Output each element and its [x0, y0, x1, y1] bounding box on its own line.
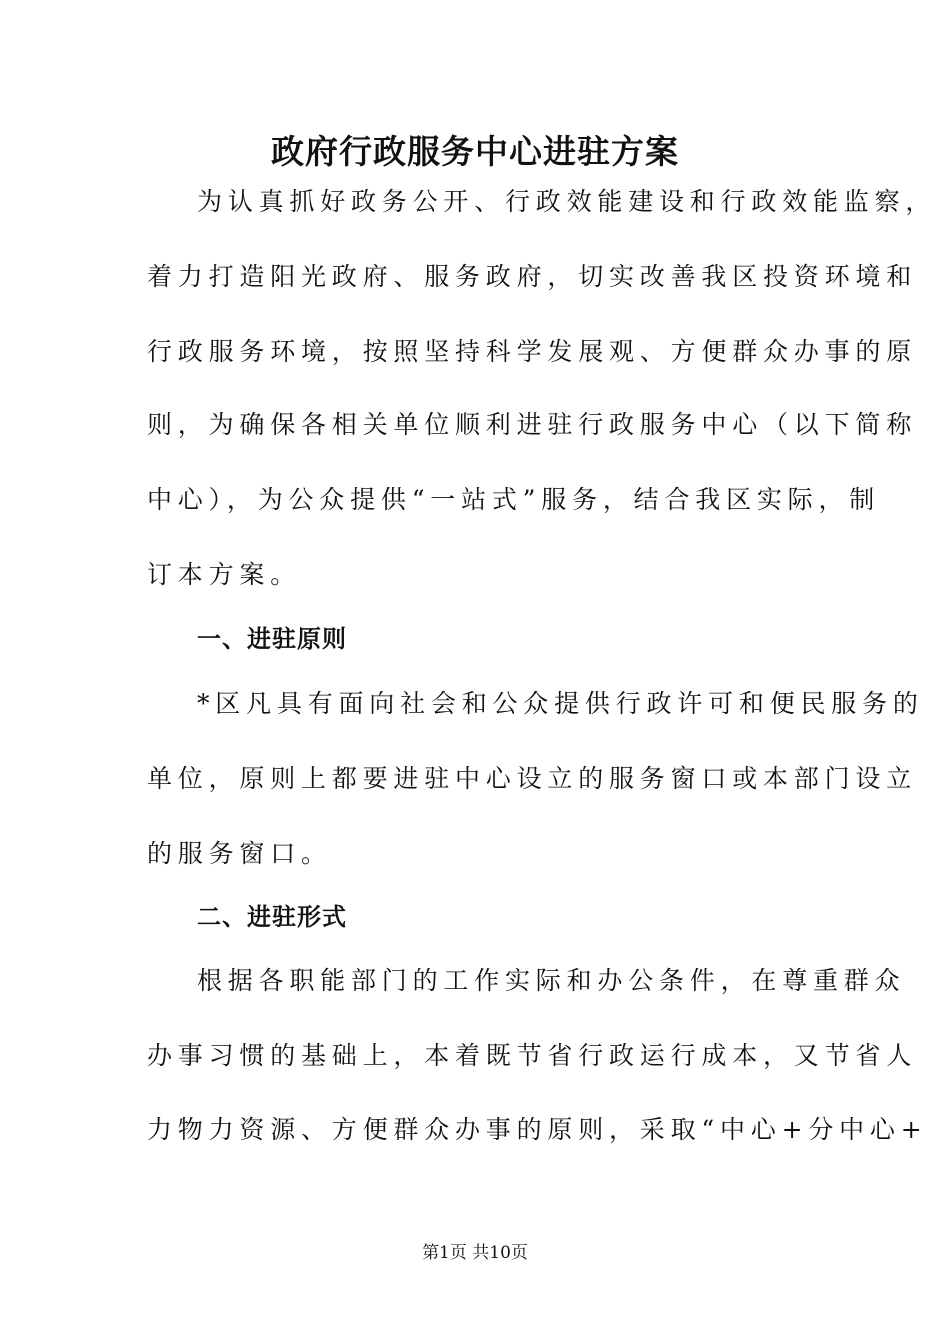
- paragraph-line: 单位，原则上都要进驻中心设立的服务窗口或本部门设立: [147, 764, 918, 793]
- paragraph-line: 中心），为公众提供“一站式”服务，结合我区实际，制: [147, 485, 881, 514]
- paragraph-line: 订本方案。: [147, 560, 302, 589]
- paragraph-line: 办事习惯的基础上，本着既节省行政运行成本，又节省人: [147, 1041, 918, 1070]
- paragraph-line: 的服务窗口。: [147, 839, 332, 868]
- page-footer: 第1页 共10页: [422, 1243, 528, 1263]
- section-heading: 二、进驻形式: [197, 903, 347, 931]
- paragraph-line: 根据各职能部门的工作实际和办公条件，在尊重群众: [197, 966, 906, 995]
- paragraph-line: 行政服务环境，按照坚持科学发展观、方便群众办事的原: [147, 337, 918, 366]
- section-heading: 一、进驻原则: [197, 625, 347, 653]
- paragraph-line: 力物力资源、方便群众办事的原则，采取“中心+分中心+: [147, 1115, 928, 1144]
- document-title: 政府行政服务中心进驻方案: [271, 132, 679, 171]
- paragraph-line: 着力打造阳光政府、服务政府，切实改善我区投资环境和: [147, 262, 918, 291]
- paragraph-line: *区凡具有面向社会和公众提供行政许可和便民服务的: [197, 689, 924, 718]
- paragraph-line: 则，为确保各相关单位顺利进驻行政服务中心（以下简称: [147, 410, 918, 439]
- paragraph-line: 为认真抓好政务公开、行政效能建设和行政效能监察，: [197, 187, 937, 216]
